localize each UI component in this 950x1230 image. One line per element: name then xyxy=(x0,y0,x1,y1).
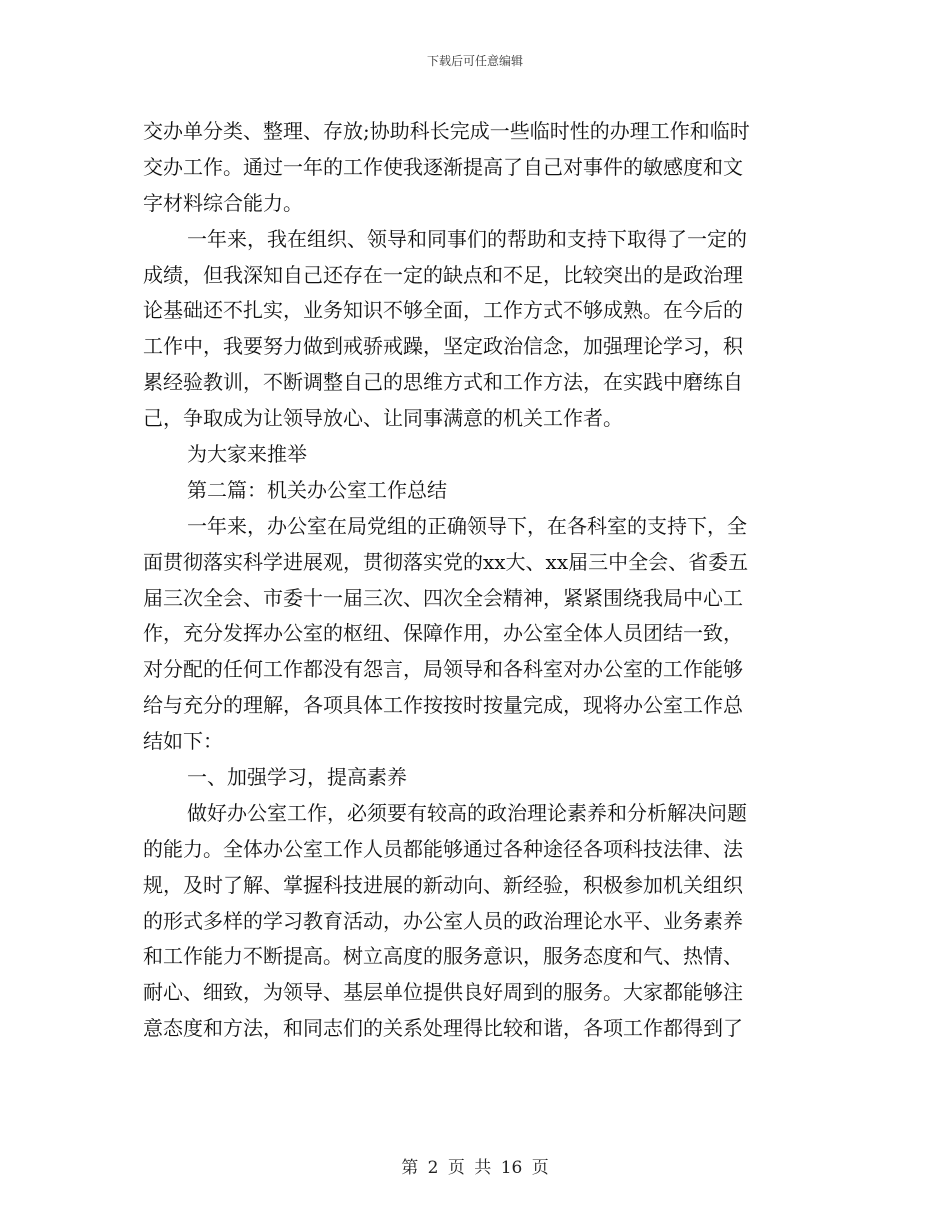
text-line: 届三次全会、市委十一届三次、四次全会精神，紧紧围绕我局中心工 xyxy=(143,585,743,610)
text-line: 一、加强学习，提高素养 xyxy=(187,765,407,790)
text-line: 一年来，我在组织、领导和同事们的帮助和支持下取得了一定的 xyxy=(187,226,747,251)
page-number: 第 2 页 共 16 页 xyxy=(401,1158,549,1178)
text-line: 成绩，但我深知自己还存在一定的缺点和不足，比较突出的是政治理 xyxy=(143,262,743,287)
text-line: 耐心、细致，为领导、基层单位提供良好周到的服务。大家都能够注 xyxy=(143,980,743,1005)
page-header: 下载后可任意编辑 xyxy=(426,54,523,68)
text-line: 给与充分的理解，各项具体工作按按时按量完成，现将办公室工作总 xyxy=(143,693,743,718)
text-line: 为大家来推举 xyxy=(187,442,307,467)
text-line: 做好办公室工作，必须要有较高的政治理论素养和分析解决问题 xyxy=(187,800,747,825)
text-line: 交办单分类、整理、存放;协助科长完成一些临时性的办理工作和临时 xyxy=(143,119,750,143)
text-line: 字材料综合能力。 xyxy=(143,190,303,215)
text-line: 意态度和方法，和同志们的关系处理得比较和谐，各项工作都得到了 xyxy=(143,1016,743,1041)
text-line: 第二篇：机关办公室工作总结 xyxy=(187,477,447,502)
text-line: 对分配的任何工作都没有怨言，局领导和各科室对办公室的工作能够 xyxy=(143,657,743,682)
document-body xyxy=(143,114,807,1047)
text-line: 和工作能力不断提高。树立高度的服务意识，服务态度和气、热情、 xyxy=(143,944,743,969)
text-line: 工作中，我要努力做到戒骄戒躁，坚定政治信念，加强理论学习，积 xyxy=(143,334,743,359)
text-line: 结如下： xyxy=(143,729,223,754)
text-line: 交办工作。通过一年的工作使我逐渐提高了自己对事件的敏感度和文 xyxy=(143,154,743,179)
text-line: 的能力。全体办公室工作人员都能够通过各种途径各项科技法律、法 xyxy=(143,836,743,861)
text-line: 累经验教训，不断调整自己的思维方式和工作方法，在实践中磨练自 xyxy=(143,370,743,395)
text-line: 论基础还不扎实，业务知识不够全面，工作方式不够成熟。在今后的 xyxy=(143,298,743,323)
text-line: 己，争取成为让领导放心、让同事满意的机关工作者。 xyxy=(143,406,623,431)
text-line: 的形式多样的学习教育活动，办公室人员的政治理论水平、业务素养 xyxy=(143,908,743,933)
text-line: 一年来，办公室在局党组的正确领导下，在各科室的支持下，全 xyxy=(187,513,747,538)
text-line: 面贯彻落实科学进展观，贯彻落实党的xx大、xx届三中全会、省委五 xyxy=(143,549,749,574)
text-line: 规，及时了解、掌握科技进展的新动向、新经验，积极参加机关组织 xyxy=(143,872,743,897)
text-line: 作，充分发挥办公室的枢纽、保障作用，办公室全体人员团结一致， xyxy=(143,621,743,646)
